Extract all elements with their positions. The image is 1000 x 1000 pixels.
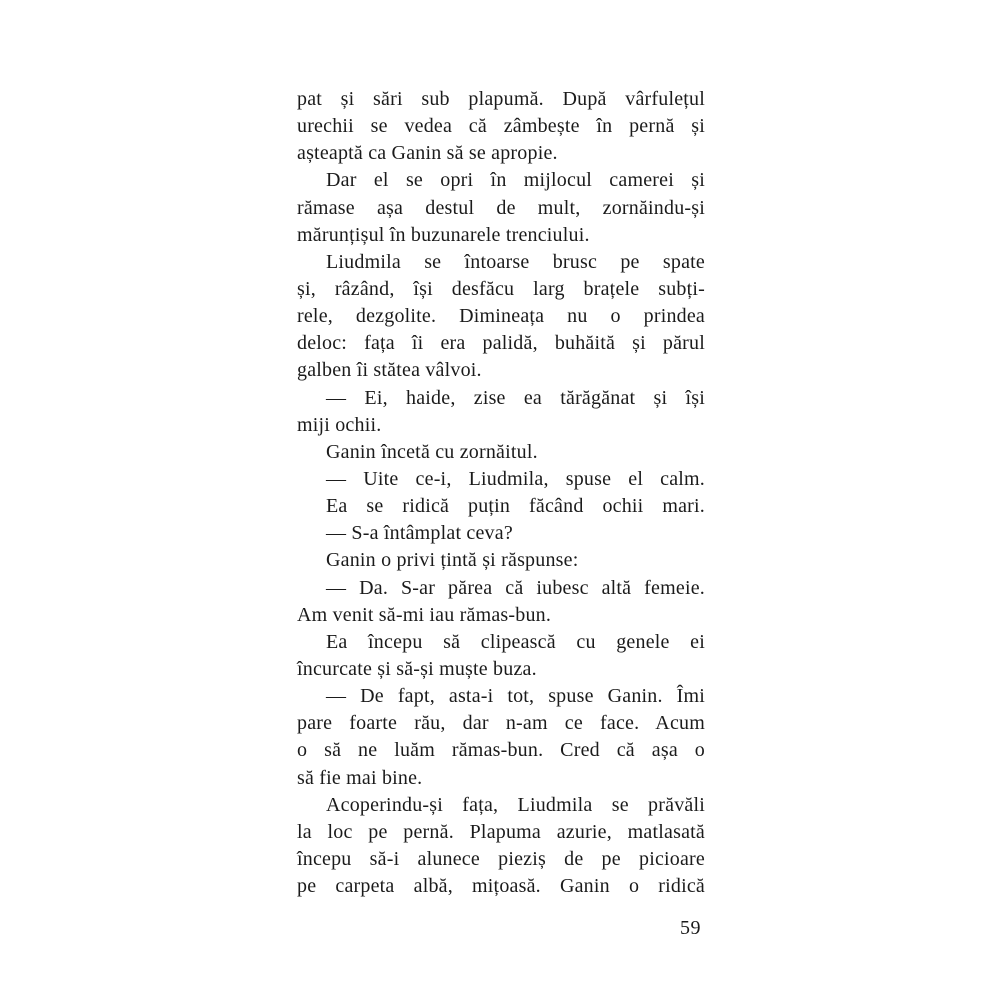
text-line: la loc pe pernă. Plapuma azurie, matlasată — [297, 820, 705, 843]
text-line: Ea se ridică puțin făcând ochii mari. — [326, 495, 705, 518]
page-number: 59 — [680, 917, 701, 939]
text-line: așteaptă ca Ganin să se apropie. — [297, 142, 558, 165]
text-line: — Ei, haide, zise ea tărăgănat și își — [326, 386, 705, 409]
text-line: Ganin încetă cu zornăitul. — [326, 440, 538, 463]
text-line: rămase așa destul de mult, zornăindu-și — [297, 196, 705, 219]
text-line: deloc: fața îi era palidă, buhăită și părul — [297, 332, 705, 355]
text-line: Ea începu să clipească cu genele ei — [326, 630, 705, 653]
text-line: Liudmila se întoarse brusc pe spate — [326, 250, 705, 273]
text-line: — De fapt, asta-i tot, spuse Ganin. Îmi — [326, 685, 705, 708]
text-line: — S-a întâmplat ceva? — [326, 522, 513, 545]
text-line: — Da. S-ar părea că iubesc altă femeie. — [326, 576, 705, 599]
text-line: pare foarte rău, dar n-am ce face. Acum — [297, 712, 705, 735]
text-line: încurcate și să-și muște buza. — [297, 657, 537, 680]
text-line: pat și sări sub plapumă. După vârfulețul — [297, 88, 705, 110]
text-line: miji ochii. — [297, 413, 382, 436]
text-line: o să ne luăm rămas-bun. Cred că așa o — [297, 739, 705, 762]
text-line: Dar el se opri în mijlocul camerei și — [326, 169, 705, 192]
text-line: și, râzând, își desfăcu larg brațele subți- — [297, 277, 705, 300]
text-line: pe carpeta albă, mițoasă. Ganin o ridică — [297, 875, 705, 898]
text-line: Acoperindu-și fața, Liudmila se prăvăli — [326, 793, 705, 816]
text-line: rele, dezgolite. Dimineața nu o prindea — [297, 305, 705, 328]
text-line: galben îi stătea vâlvoi. — [297, 359, 482, 382]
page-text — [297, 86, 705, 900]
text-line: — Uite ce-i, Liudmila, spuse el calm. — [326, 467, 705, 490]
text-line: mărunțișul în buzunarele trenciului. — [297, 223, 590, 246]
text-line: să fie mai bine. — [297, 766, 423, 789]
text-line: începu să-i alunece pieziș de pe picioare — [297, 847, 705, 870]
text-line: urechii se vedea că zâmbește în pernă și — [297, 115, 705, 138]
text-line: Ganin o privi țintă și răspunse: — [326, 549, 579, 572]
text-line: Am venit să-mi iau rămas-bun. — [297, 603, 552, 626]
